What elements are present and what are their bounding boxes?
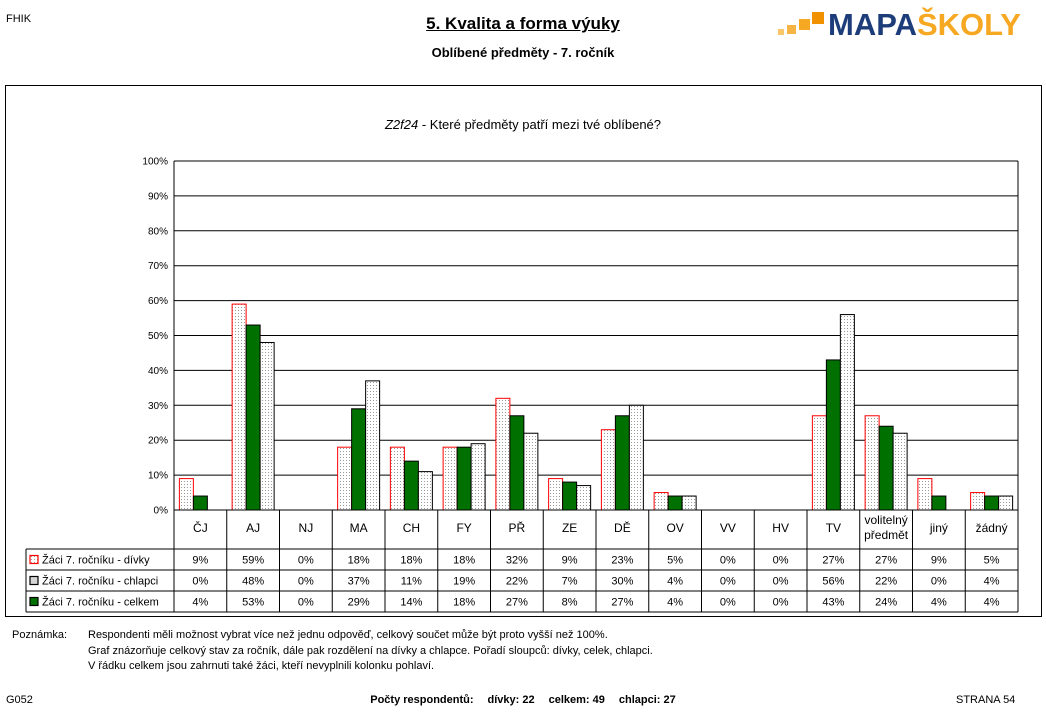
table-cell: 4% bbox=[983, 575, 1000, 588]
table-cell: 22% bbox=[505, 575, 528, 588]
bar-girls bbox=[918, 479, 932, 510]
question-text: - Které předměty patří mezi tvé oblíbené? bbox=[418, 117, 662, 132]
bar-girls bbox=[232, 304, 246, 510]
bar-girls bbox=[812, 416, 826, 510]
table-cell: 0% bbox=[297, 596, 314, 609]
table-cell: 9% bbox=[561, 554, 578, 567]
category-label: jiný bbox=[929, 521, 948, 535]
bar-girls bbox=[549, 479, 563, 510]
legend-swatch bbox=[30, 556, 38, 564]
table-cell: 18% bbox=[453, 596, 476, 609]
table-cell: 53% bbox=[242, 596, 265, 609]
category-label: FY bbox=[456, 521, 472, 535]
y-tick-label: 30% bbox=[147, 400, 168, 412]
table-cell: 4% bbox=[983, 596, 1000, 609]
question-code: Z2f24 bbox=[384, 117, 419, 132]
bar-girls bbox=[865, 416, 879, 510]
bar-girls bbox=[971, 493, 985, 510]
bar-total bbox=[352, 409, 366, 510]
table-cell: 27% bbox=[611, 596, 634, 609]
bar-boys bbox=[366, 381, 380, 510]
table-cell: 7% bbox=[561, 575, 578, 588]
bar-total bbox=[826, 360, 840, 510]
table-cell: 14% bbox=[400, 596, 423, 609]
page-subtitle: Oblíbené předměty - 7. ročník bbox=[431, 45, 615, 60]
category-label: PŘ bbox=[508, 521, 526, 535]
corner-code: FHIK bbox=[6, 13, 32, 25]
category-label: CH bbox=[402, 521, 421, 535]
count-girls: dívky: 22 bbox=[487, 694, 535, 706]
logo-accent: ŠKOLY bbox=[916, 7, 1021, 42]
bar-girls bbox=[654, 493, 668, 510]
bar-boys bbox=[471, 444, 485, 510]
table-cell: 0% bbox=[297, 575, 314, 588]
table-cell: 30% bbox=[611, 575, 634, 588]
y-tick-label: 80% bbox=[147, 226, 168, 238]
table-cell: 27% bbox=[875, 554, 898, 567]
bar-boys bbox=[629, 405, 643, 510]
table-cell: 0% bbox=[930, 575, 947, 588]
table-cell: 18% bbox=[453, 554, 476, 567]
bar-girls bbox=[338, 447, 352, 510]
table-cell: 9% bbox=[192, 554, 209, 567]
table-cell: 4% bbox=[667, 596, 684, 609]
bar-girls bbox=[390, 447, 404, 510]
table-cell: 0% bbox=[772, 596, 789, 609]
table-cell: 8% bbox=[561, 596, 578, 609]
table-cell: 59% bbox=[242, 554, 265, 567]
category-label: VV bbox=[719, 521, 736, 535]
table-cell: 0% bbox=[719, 596, 736, 609]
bar-total bbox=[246, 325, 260, 510]
page-title: 5. Kvalita a forma výuky bbox=[426, 14, 620, 33]
category-label: volitelný bbox=[864, 513, 908, 527]
table-cell: 56% bbox=[822, 575, 845, 588]
table-cell: 18% bbox=[400, 554, 423, 567]
legend-swatch bbox=[30, 598, 38, 606]
bar-boys bbox=[577, 486, 591, 510]
table-cell: 4% bbox=[930, 596, 947, 609]
bar-boys bbox=[418, 472, 432, 510]
table-cell: 4% bbox=[667, 575, 684, 588]
y-tick-label: 60% bbox=[147, 296, 168, 308]
bar-boys bbox=[893, 433, 907, 510]
category-label: MA bbox=[349, 521, 368, 535]
y-tick-label: 70% bbox=[147, 261, 168, 273]
table-cell: 27% bbox=[505, 596, 528, 609]
y-tick-label: 100% bbox=[142, 156, 168, 168]
table-cell: 24% bbox=[875, 596, 898, 609]
legend-swatch bbox=[30, 577, 38, 585]
legend-label: Žáci 7. ročníku - chlapci bbox=[42, 575, 159, 588]
legend-label: Žáci 7. ročníku - celkem bbox=[42, 596, 159, 609]
bar-total bbox=[985, 496, 999, 510]
table-cell: 48% bbox=[242, 575, 265, 588]
category-label: žádný bbox=[975, 521, 1008, 535]
bar-boys bbox=[260, 342, 274, 510]
table-cell: 0% bbox=[297, 554, 314, 567]
logo-main: MAPA bbox=[828, 7, 917, 42]
note-line: Respondenti měli možnost vybrat více než jednu odpověď, celkový součet může být proto vyšší než 100%. bbox=[88, 629, 608, 641]
bar-total bbox=[932, 496, 946, 510]
category-label: AJ bbox=[246, 521, 261, 535]
table-cell: 0% bbox=[192, 575, 209, 588]
table-cell: 19% bbox=[453, 575, 476, 588]
bar-boys bbox=[840, 315, 854, 510]
y-tick-label: 90% bbox=[147, 191, 168, 203]
bar-total bbox=[563, 482, 577, 510]
bar-total bbox=[668, 496, 682, 510]
note-line: Graf znázorňuje celkový stav za ročník, dále pak rozdělení na dívky a chlapce. Pořadí sloupců: dívky, celek, chlapci. bbox=[88, 644, 653, 657]
table-cell: 9% bbox=[930, 554, 947, 567]
count-boys: chlapci: 27 bbox=[618, 694, 676, 706]
footer-code: G052 bbox=[6, 694, 33, 706]
table-cell: 5% bbox=[667, 554, 684, 567]
category-label: DĚ bbox=[614, 521, 631, 535]
bar-total bbox=[615, 416, 629, 510]
bar-girls bbox=[601, 430, 615, 510]
table-cell: 4% bbox=[192, 596, 209, 609]
table-cell: 0% bbox=[772, 575, 789, 588]
y-tick-label: 40% bbox=[147, 365, 168, 377]
respondents-label: Počty respondentů: bbox=[370, 694, 474, 706]
respondent-counts bbox=[0, 694, 1046, 706]
table-cell: 11% bbox=[400, 575, 422, 588]
table-cell: 27% bbox=[822, 554, 845, 567]
table-cell: 0% bbox=[772, 554, 789, 567]
table-cell: 32% bbox=[505, 554, 528, 567]
y-tick-label: 0% bbox=[153, 505, 168, 517]
bar-girls bbox=[496, 398, 510, 510]
note-line: V řádku celkem jsou zahrnuti také žáci, kteří nevyplnili kolonku pohlaví. bbox=[88, 660, 435, 672]
bar-girls bbox=[179, 479, 193, 510]
table-cell: 22% bbox=[875, 575, 898, 588]
bar-boys bbox=[682, 496, 696, 510]
table-cell: 5% bbox=[983, 554, 1000, 567]
bar-total bbox=[193, 496, 207, 510]
category-label: předmět bbox=[864, 528, 909, 542]
category-label: ZE bbox=[561, 521, 578, 535]
y-tick-label: 50% bbox=[147, 331, 168, 342]
category-label: ČJ bbox=[193, 521, 208, 535]
category-label: NJ bbox=[298, 521, 314, 535]
bar-boys bbox=[999, 496, 1013, 510]
table-cell: 29% bbox=[347, 596, 370, 609]
table-cell: 37% bbox=[347, 575, 370, 588]
y-tick-label: 10% bbox=[147, 470, 168, 482]
page-number: STRANA 54 bbox=[956, 694, 1016, 706]
table-cell: 43% bbox=[822, 596, 845, 609]
bar-girls bbox=[443, 447, 457, 510]
legend-label: Žáci 7. ročníku - dívky bbox=[42, 554, 150, 567]
y-tick-label: 20% bbox=[147, 435, 168, 447]
bar-total bbox=[404, 461, 418, 510]
category-label: TV bbox=[825, 521, 842, 535]
category-label: HV bbox=[772, 521, 789, 535]
table-cell: 23% bbox=[611, 554, 634, 567]
bar-total bbox=[457, 447, 471, 510]
table-cell: 0% bbox=[719, 575, 736, 588]
bar-total bbox=[510, 416, 524, 510]
table-cell: 18% bbox=[347, 554, 370, 567]
note-label: Poznámka: bbox=[12, 629, 68, 641]
count-total: celkem: 49 bbox=[548, 694, 605, 706]
category-label: OV bbox=[666, 521, 684, 535]
bar-boys bbox=[524, 433, 538, 510]
table-cell: 0% bbox=[719, 554, 736, 567]
bar-total bbox=[879, 426, 893, 510]
